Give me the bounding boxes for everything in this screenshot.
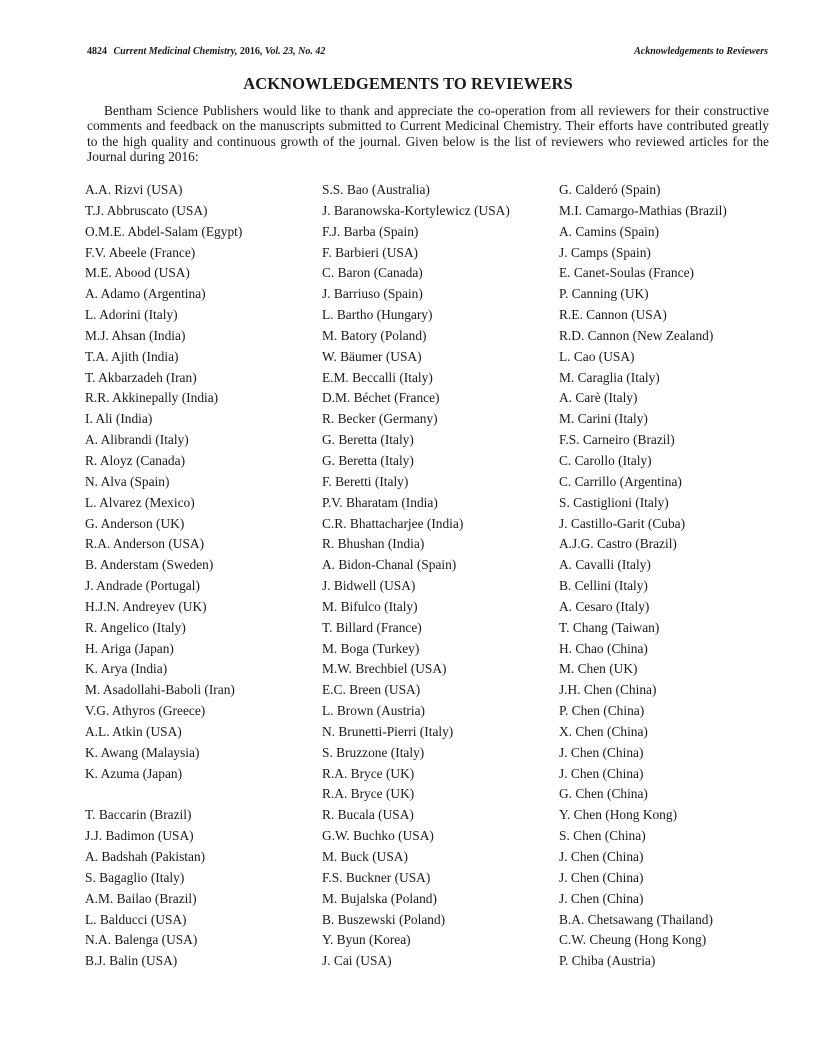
reviewer-entry: O.M.E. Abdel-Salam (Egypt) <box>85 223 243 239</box>
reviewer-entry: R.A. Bryce (UK) <box>322 765 415 781</box>
reviewer-entry: A. Carè (Italy) <box>559 390 638 406</box>
reviewer-entry: A.A. Rizvi (USA) <box>85 182 183 197</box>
reviewer-entry: R. Bucala (USA) <box>322 807 414 823</box>
reviewer-entry: H. Chao (China) <box>559 640 648 656</box>
reviewer-entry: B. Buszewski (Poland) <box>322 911 446 927</box>
reviewer-entry: C. Baron (Canada) <box>322 265 423 281</box>
reviewer-column-2 <box>322 181 510 973</box>
reviewer-entry: S. Castiglioni (Italy) <box>559 494 669 510</box>
reviewer-entry: E. Canet-Soulas (France) <box>559 265 694 281</box>
reviewer-entry: J. Chen (China) <box>559 849 644 864</box>
page-title: ACKNOWLEDGEMENTS TO REVIEWERS <box>243 74 573 93</box>
reviewer-entry: M. Boga (Turkey) <box>322 640 420 656</box>
reviewer-entry: F.J. Barba (Spain) <box>322 223 419 239</box>
reviewer-entry: T.J. Abbruscato (USA) <box>85 202 208 218</box>
reviewer-entry: R.E. Cannon (USA) <box>559 307 667 323</box>
reviewer-entry: F.S. Carneiro (Brazil) <box>559 432 675 448</box>
reviewer-entry: F.V. Abeele (France) <box>85 244 196 260</box>
reviewer-entry: J. Chen (China) <box>559 744 644 760</box>
journal-citation <box>87 46 325 57</box>
reviewer-column-3 <box>559 181 727 973</box>
reviewer-entry: J. Castillo-Garit (Cuba) <box>559 515 686 531</box>
reviewer-entry: A. Camins (Spain) <box>559 223 660 239</box>
reviewer-entry: M. Bujalska (Poland) <box>322 890 437 906</box>
reviewer-entry: R.A. Bryce (UK) <box>322 786 415 802</box>
reviewer-entry: J. Chen (China) <box>559 765 644 781</box>
reviewer-entry: J. Chen (China) <box>559 869 644 885</box>
reviewer-entry: C.R. Bhattacharjee (India) <box>322 515 464 531</box>
journal-year: 2016, <box>239 46 263 57</box>
section-name: Acknowledgements to Reviewers <box>634 46 768 57</box>
reviewer-entry: A.J.G. Castro (Brazil) <box>559 536 677 552</box>
reviewer-entry: G.W. Buchko (USA) <box>322 828 434 844</box>
reviewer-entry: T. Billard (France) <box>322 619 422 635</box>
reviewer-entry: L. Alvarez (Mexico) <box>85 494 195 510</box>
reviewer-entry: H.J.N. Andreyev (UK) <box>85 598 207 614</box>
reviewer-entry: B.A. Chetsawang (Thailand) <box>559 911 713 927</box>
reviewer-entry: L. Adorini (Italy) <box>85 307 178 323</box>
reviewer-entry: M.I. Camargo-Mathias (Brazil) <box>559 202 727 218</box>
reviewer-entry: G. Beretta (Italy) <box>322 432 414 448</box>
reviewer-entry: F. Barbieri (USA) <box>322 244 418 260</box>
reviewer-entry: J. Barriuso (Spain) <box>322 286 423 302</box>
reviewer-entry: M. Chen (UK) <box>559 661 638 677</box>
reviewer-entry: A. Alibrandi (Italy) <box>85 432 189 448</box>
reviewer-entry: C.W. Cheung (Hong Kong) <box>559 932 707 948</box>
reviewer-entry: H. Ariga (Japan) <box>85 640 174 656</box>
reviewer-entry: A.L. Atkin (USA) <box>85 723 182 739</box>
reviewer-entry: R. Aloyz (Canada) <box>85 452 186 468</box>
reviewer-entry: A. Badshah (Pakistan) <box>85 849 206 864</box>
intro-paragraph: Bentham Science Publishers would like to thank and appreciate the co-operation from all reviewers for their constructive comments and feedback on the manuscripts submitted to Current Medicinal Chemistry. Their efforts have contributed greatly to the high quality and continuous growth of the journal. Given below is the list of reviewers who reviewed articles for the Journal during 2016: <box>87 103 769 164</box>
reviewer-entry: K. Arya (India) <box>85 661 168 677</box>
reviewer-entry: G. Chen (China) <box>559 786 648 802</box>
volume-issue: Vol. 23, No. 42 <box>264 46 326 57</box>
reviewer-entry: E.C. Breen (USA) <box>322 682 421 698</box>
reviewer-entry: P. Canning (UK) <box>559 286 649 302</box>
reviewer-entry: J. Bidwell (USA) <box>322 578 416 594</box>
reviewer-entry: T. Akbarzadeh (Iran) <box>85 369 197 385</box>
reviewer-entry: A. Cesaro (Italy) <box>559 598 650 614</box>
reviewer-entry: Y. Byun (Korea) <box>322 932 411 948</box>
reviewer-entry: T. Baccarin (Brazil) <box>85 807 192 823</box>
reviewer-entry: Y. Chen (Hong Kong) <box>559 807 678 823</box>
reviewer-entry: P. Chen (China) <box>559 703 645 719</box>
reviewer-list <box>85 181 785 981</box>
reviewer-entry: F. Beretti (Italy) <box>322 473 409 489</box>
reviewer-entry: R. Bhushan (India) <box>322 536 425 552</box>
reviewer-entry: R.R. Akkinepally (India) <box>85 390 219 406</box>
reviewer-entry: S. Chen (China) <box>559 828 646 844</box>
reviewer-entry: T. Chang (Taiwan) <box>559 619 660 635</box>
reviewer-entry: S. Bagaglio (Italy) <box>85 869 185 885</box>
reviewer-entry: T.A. Ajith (India) <box>85 348 179 364</box>
reviewer-entry: V.G. Athyros (Greece) <box>85 703 206 719</box>
reviewer-entry: A. Cavalli (Italy) <box>559 557 651 573</box>
reviewer-entry: S. Bruzzone (Italy) <box>322 744 425 760</box>
reviewer-entry: N.A. Balenga (USA) <box>85 932 198 948</box>
running-header <box>87 46 768 57</box>
reviewer-entry: J. Camps (Spain) <box>559 244 651 260</box>
reviewer-entry: J. Cai (USA) <box>322 953 392 969</box>
reviewer-entry: G. Anderson (UK) <box>85 515 185 531</box>
reviewer-entry: M. Asadollahi-Baboli (Iran) <box>85 682 235 698</box>
reviewer-entry: L. Balducci (USA) <box>85 911 187 927</box>
reviewer-entry: G. Beretta (Italy) <box>322 452 414 468</box>
reviewer-entry: R. Becker (Germany) <box>322 411 438 427</box>
reviewer-entry: M.W. Brechbiel (USA) <box>322 661 447 677</box>
reviewer-entry: F.S. Buckner (USA) <box>322 869 431 885</box>
reviewer-entry: M. Carini (Italy) <box>559 411 648 427</box>
reviewer-entry: N. Brunetti-Pierri (Italy) <box>322 723 454 739</box>
reviewer-entry: I. Ali (India) <box>85 411 153 427</box>
reviewer-entry: X. Chen (China) <box>559 723 648 739</box>
reviewer-entry: M. Batory (Poland) <box>322 327 427 343</box>
reviewer-entry: M. Buck (USA) <box>322 849 408 864</box>
reviewer-entry: A.M. Bailao (Brazil) <box>85 890 197 906</box>
reviewer-entry: B. Anderstam (Sweden) <box>85 557 214 573</box>
reviewer-entry: K. Awang (Malaysia) <box>85 744 200 760</box>
reviewer-entry: M. Caraglia (Italy) <box>559 369 660 385</box>
reviewer-entry: A. Adamo (Argentina) <box>85 286 206 302</box>
reviewer-entry: J.J. Badimon (USA) <box>85 828 194 844</box>
reviewer-entry: P.V. Bharatam (India) <box>322 494 438 510</box>
page-number: 4824 <box>87 46 107 57</box>
reviewer-entry: N. Alva (Spain) <box>85 473 170 489</box>
reviewer-entry: A. Bidon-Chanal (Spain) <box>322 557 457 573</box>
reviewer-entry: P. Chiba (Austria) <box>559 953 656 969</box>
reviewer-entry: L. Cao (USA) <box>559 348 635 364</box>
reviewer-entry: R. Angelico (Italy) <box>85 619 186 635</box>
reviewer-entry: C. Carollo (Italy) <box>559 452 652 468</box>
reviewer-entry: E.M. Beccalli (Italy) <box>322 369 433 385</box>
reviewer-entry: R.D. Cannon (New Zealand) <box>559 327 714 343</box>
reviewer-entry: G. Calderó (Spain) <box>559 182 661 197</box>
journal-name: Current Medicinal Chemistry, <box>113 46 238 57</box>
reviewer-entry: J. Baranowska-Kortylewicz (USA) <box>322 202 510 218</box>
reviewer-entry: R.A. Anderson (USA) <box>85 536 205 552</box>
reviewer-entry: J. Chen (China) <box>559 890 644 906</box>
reviewer-entry: L. Bartho (Hungary) <box>322 307 433 323</box>
reviewer-entry: M.J. Ahsan (India) <box>85 327 186 343</box>
reviewer-entry: K. Azuma (Japan) <box>85 765 183 781</box>
reviewer-column-1 <box>85 181 242 973</box>
reviewer-entry: D.M. Béchet (France) <box>322 390 440 406</box>
reviewer-entry: J. Andrade (Portugal) <box>85 578 200 594</box>
reviewer-entry: M. Bifulco (Italy) <box>322 598 418 614</box>
reviewer-entry: C. Carrillo (Argentina) <box>559 473 682 489</box>
reviewer-entry: B.J. Balin (USA) <box>85 953 178 969</box>
reviewer-entry: L. Brown (Austria) <box>322 703 426 719</box>
reviewer-entry: J.H. Chen (China) <box>559 682 657 698</box>
reviewer-entry: M.E. Abood (USA) <box>85 265 190 281</box>
reviewer-entry: B. Cellini (Italy) <box>559 578 648 594</box>
reviewer-entry: W. Bäumer (USA) <box>322 348 422 364</box>
reviewer-entry: S.S. Bao (Australia) <box>322 182 430 197</box>
